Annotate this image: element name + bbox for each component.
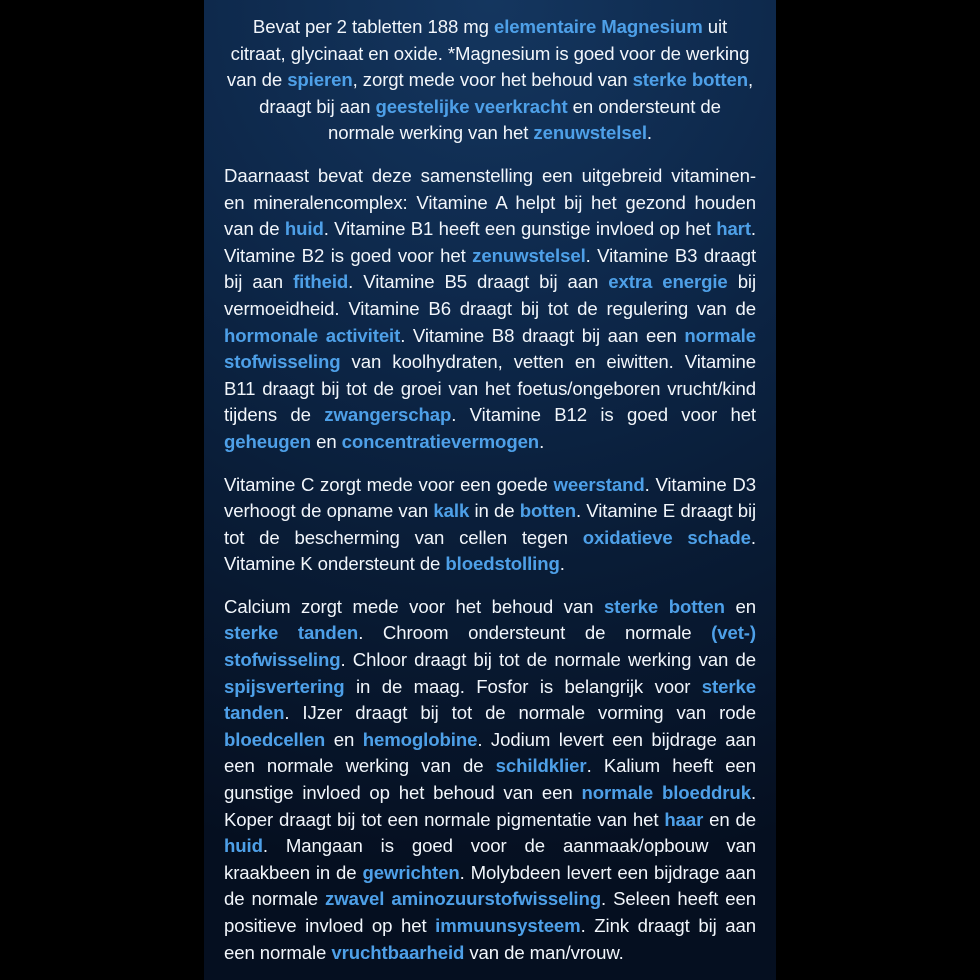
highlighted-term: botten [519, 500, 576, 522]
body-text: . Vitamine B3 draagt bij aan [224, 244, 757, 293]
body-text: in de [469, 500, 520, 522]
highlighted-term: gewrichten [362, 861, 460, 883]
highlighted-term: spieren [287, 69, 353, 91]
body-text: Bevat per 2 tabletten 188 mg [252, 16, 494, 37]
body-text: en [724, 595, 756, 617]
highlighted-term: vruchtbaarheid [331, 941, 465, 963]
body-text: , zorgt mede voor het behoud van [352, 69, 633, 91]
paragraph-magnesium [224, 14, 756, 147]
highlighted-term: sterke tanden [224, 675, 756, 724]
body-text: en ondersteunt de normale werking van het [328, 95, 721, 144]
body-text: . Vitamine B1 heeft een gunstige invloed op het [323, 218, 717, 240]
highlighted-term: weerstand [553, 473, 645, 495]
highlighted-term: elementaire Magnesium [493, 16, 703, 37]
body-text: van koolhydraten, vetten en eiwitten. Vitamine B11 draagt bij tot de groei van het foetus/ongeboren vrucht/kind tijdens de [224, 351, 756, 426]
body-text: . Vitamine K ondersteunt de [224, 526, 756, 575]
highlighted-term: oxidatieve schade [582, 526, 751, 548]
body-text: . Zink draagt bij aan een normale [224, 915, 756, 963]
body-text: . [559, 553, 565, 575]
label-text-body [224, 14, 756, 966]
product-label-panel [204, 0, 776, 980]
body-text: . Vitamine B2 is goed voor het [224, 218, 756, 266]
highlighted-term: normale bloeddruk [581, 782, 751, 804]
body-text: . Molybdeen levert een bijdrage aan de normale [224, 861, 756, 910]
body-text: . Jodium levert een bijdrage aan een normale werking van de [224, 728, 756, 777]
paragraph-mineralen [224, 594, 756, 966]
highlighted-term: geheugen [224, 430, 312, 452]
body-text: van de man/vrouw. [464, 941, 624, 963]
body-text: . Vitamine D3 verhoogt de opname van [224, 473, 756, 522]
highlighted-term: spijsvertering [224, 675, 345, 697]
highlighted-term: zwavel aminozuurstofwisseling [325, 888, 601, 910]
body-text: . [539, 430, 545, 452]
highlighted-term: sterke botten [632, 69, 749, 91]
highlighted-term: fitheid [293, 271, 349, 293]
highlighted-term: hemoglobine [362, 728, 478, 750]
body-text: . Vitamine B8 draagt bij aan een [400, 324, 685, 346]
body-text: . Koper draagt bij tot een normale pigmentatie van het [224, 782, 757, 830]
highlighted-term: concentratievermogen [341, 430, 540, 452]
highlighted-term: immuunsysteem [435, 915, 581, 936]
highlighted-term: zenuwstelsel [533, 122, 647, 144]
highlighted-term: (vet-) stofwisseling [224, 622, 756, 671]
highlighted-term: extra energie [608, 271, 728, 293]
highlighted-term: hart [716, 218, 751, 240]
body-text: . Vitamine E draagt bij tot de bescherming van cellen tegen [224, 500, 757, 548]
highlighted-term: geestelijke veerkracht [375, 95, 568, 117]
body-text: . Chroom ondersteunt de normale [358, 622, 712, 644]
body-text: . IJzer draagt bij tot de normale vorming van rode [284, 702, 756, 724]
body-text: . Kalium heeft een gunstige invloed op het behoud van een [224, 755, 757, 804]
body-text: en [325, 728, 363, 750]
highlighted-term: bloedstolling [445, 553, 560, 575]
paragraph-vitamine-c-d-e-k [224, 472, 756, 578]
body-text: en de [703, 808, 756, 830]
body-text: . Seleen heeft een positieve invloed op het [224, 888, 756, 936]
body-text: , draagt bij aan [259, 69, 754, 117]
body-text: . Chloor draagt bij tot de normale werking van de [340, 649, 756, 671]
highlighted-term: schildklier [495, 755, 587, 777]
body-text: in de maag. Fosfor is belangrijk voor [344, 675, 702, 697]
highlighted-term: normale stofwisseling [224, 324, 756, 373]
body-text: en [311, 430, 342, 452]
body-text: . [646, 122, 652, 144]
body-text: Vitamine C zorgt mede voor een goede [224, 473, 554, 495]
highlighted-term: hormonale activiteit [224, 324, 401, 346]
highlighted-term: zwangerschap [324, 404, 452, 426]
paragraph-vitaminen [224, 163, 756, 456]
highlighted-term: kalk [433, 500, 470, 522]
highlighted-term: sterke botten [603, 595, 725, 617]
highlighted-term: zenuwstelsel [472, 244, 586, 266]
highlighted-term: huid [224, 835, 263, 857]
body-text: Daarnaast bevat deze samenstelling een uitgebreid vitaminen- en mineralencomplex: Vitamine A helpt bij het gezond houden van de [224, 164, 756, 240]
highlighted-term: huid [284, 218, 324, 240]
body-text: Calcium zorgt mede voor het behoud van [224, 595, 604, 617]
body-text: . Vitamine B5 draagt bij aan [348, 271, 609, 293]
body-text: bij vermoeidheid. Vitamine B6 draagt bij tot de regulering van de [224, 271, 756, 319]
body-text: uit citraat, glycinaat en oxide. *Magnesium is goed voor de werking van de [226, 16, 750, 91]
body-text: . Mangaan is goed voor de aanmaak/opbouw van kraakbeen in de [224, 835, 756, 883]
highlighted-term: sterke tanden [224, 622, 359, 644]
highlighted-term: bloedcellen [224, 728, 326, 750]
body-text: . Vitamine B12 is goed voor het [451, 404, 756, 426]
highlighted-term: haar [664, 808, 704, 830]
